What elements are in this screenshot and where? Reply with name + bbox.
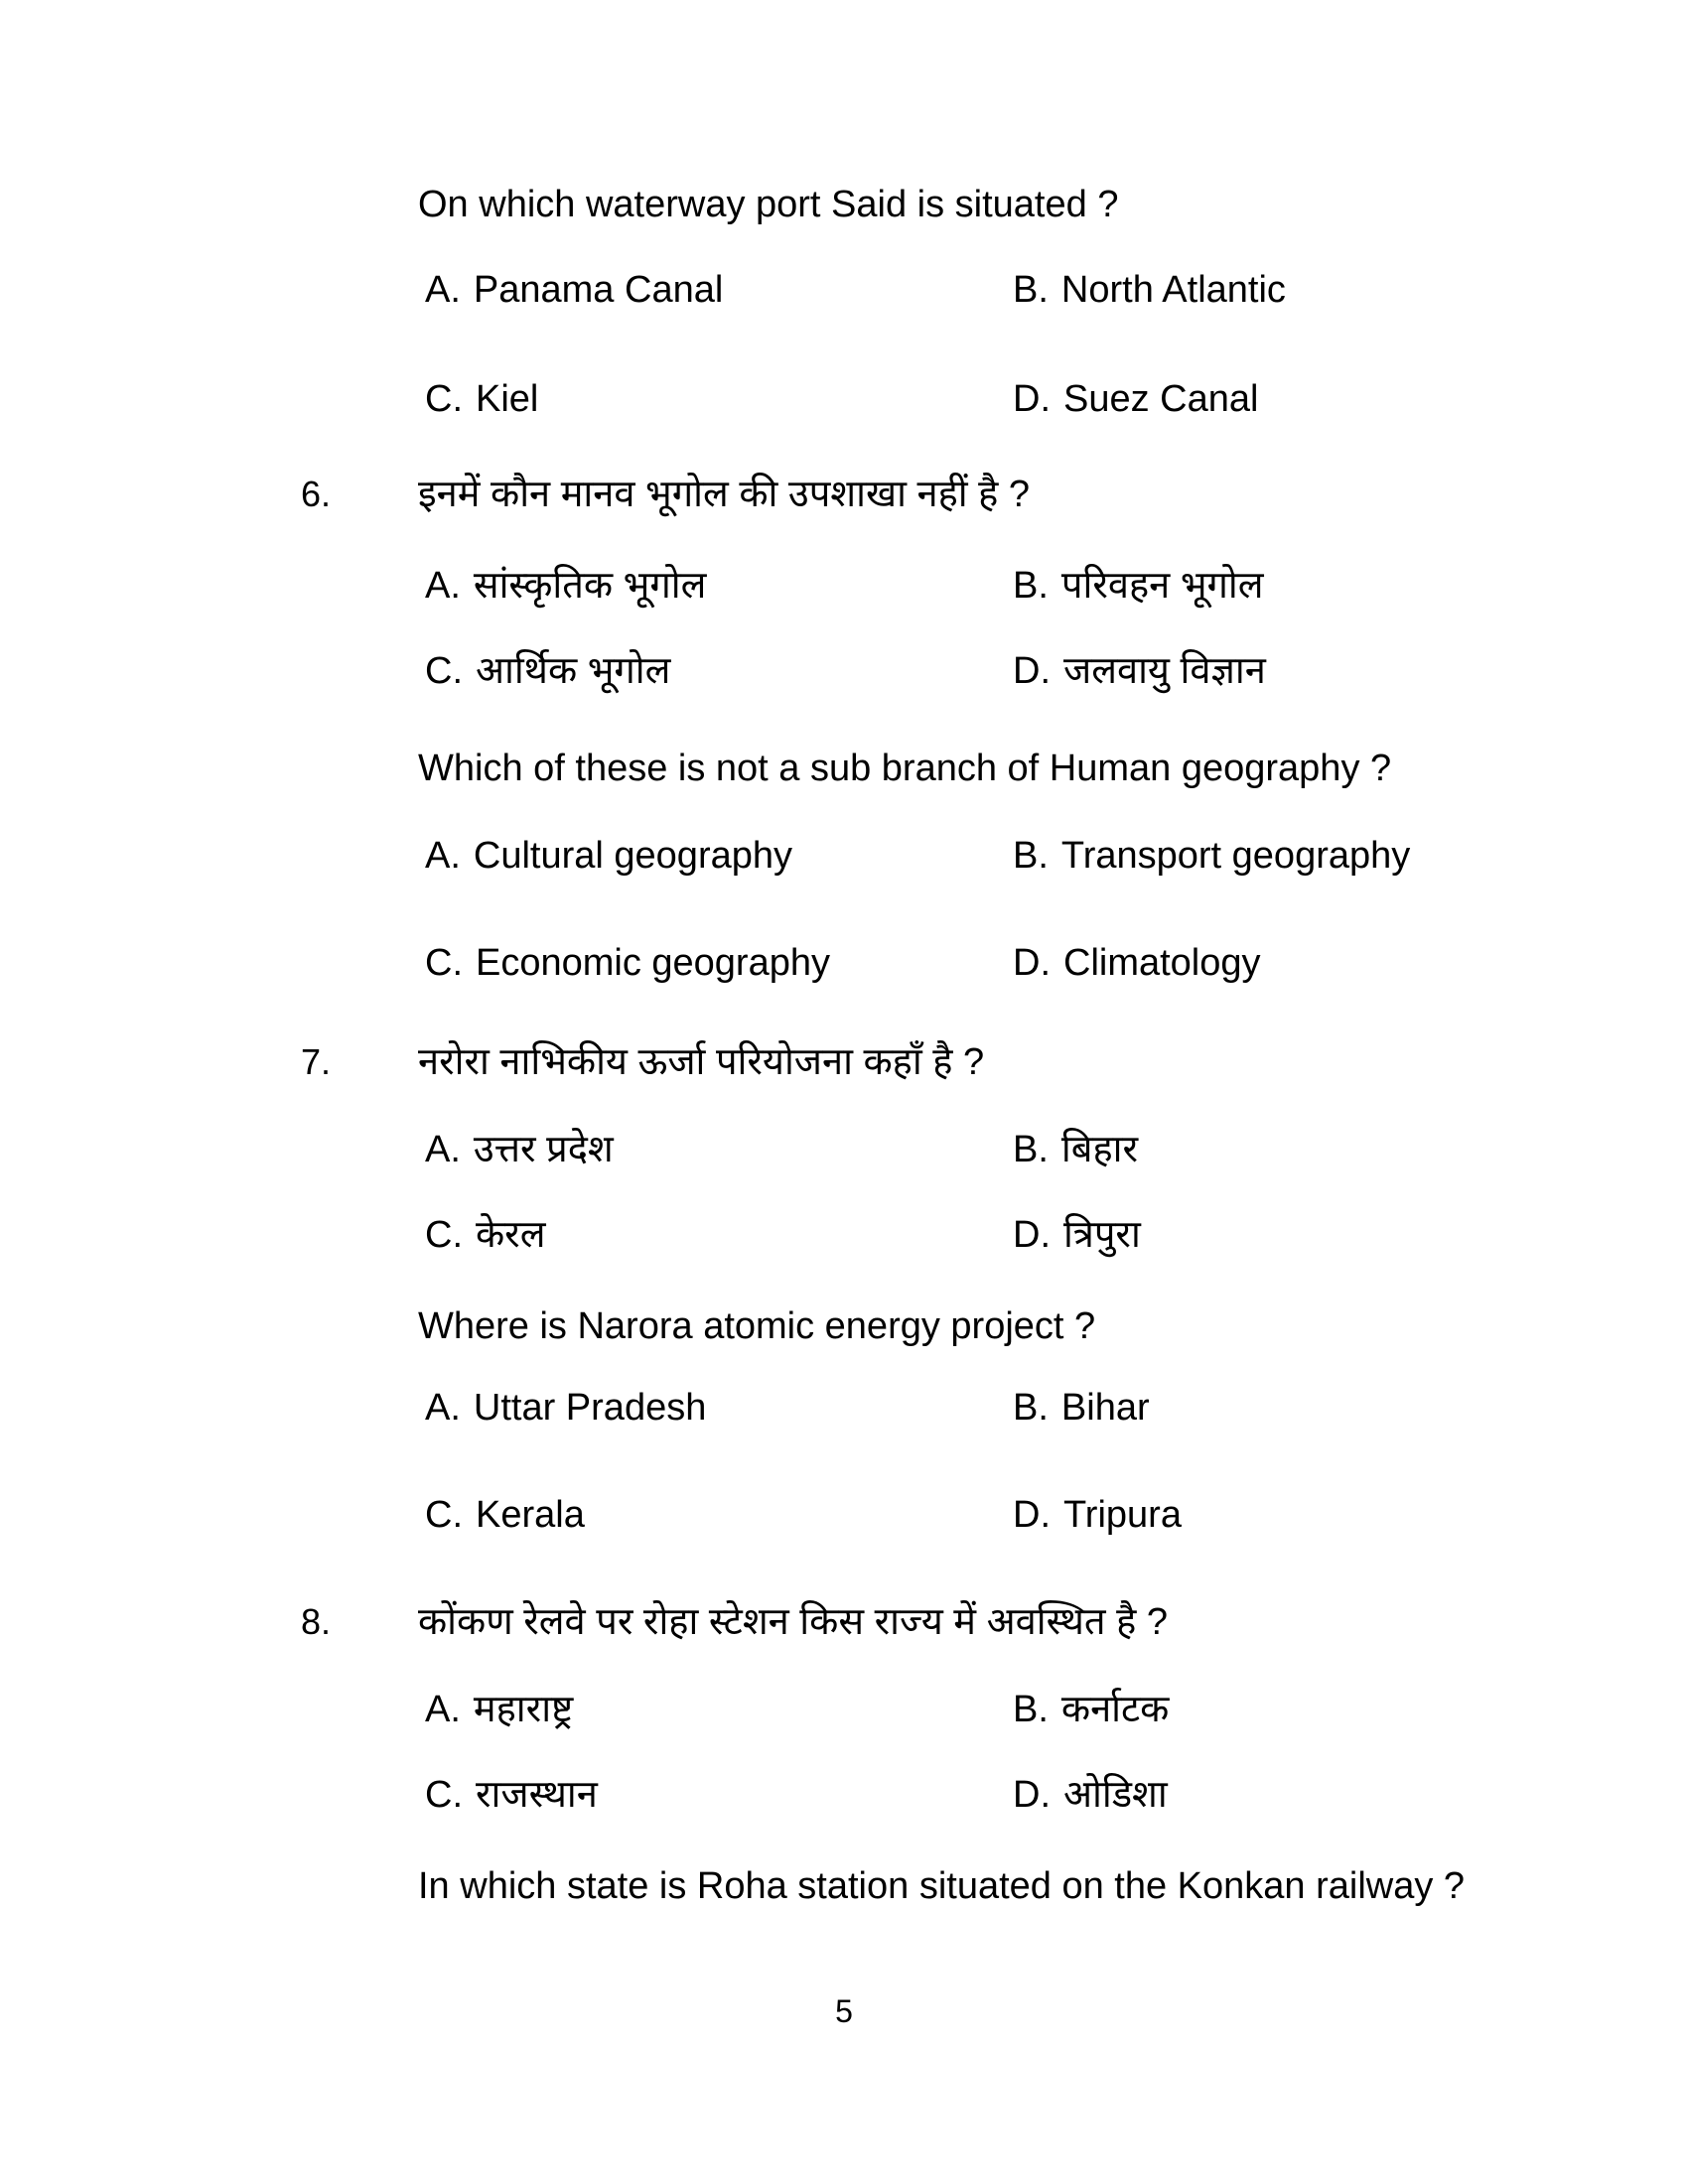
q7-number: 7. <box>301 1041 332 1082</box>
q7-hindi-option-d <box>1013 1214 1141 1258</box>
option-text: राजस्थान <box>476 1774 598 1816</box>
q5-english-option-c <box>425 378 538 422</box>
q6-hindi-option-b <box>1013 565 1264 609</box>
option-label: A. <box>425 565 461 607</box>
option-text: परिवहन भूगोल <box>1060 565 1264 607</box>
q8-number: 8. <box>301 1601 332 1642</box>
option-text: जलवायु विज्ञान <box>1063 650 1266 692</box>
option-label: C. <box>425 378 463 420</box>
q6-english-option-c <box>425 942 830 986</box>
q7-english-option-b <box>1013 1387 1150 1431</box>
option-text: Bihar <box>1060 1387 1150 1429</box>
option-label: B. <box>1013 1689 1049 1730</box>
q8-hindi-option-d <box>1013 1774 1168 1818</box>
option-text: केरल <box>476 1214 546 1256</box>
option-text: कर्नाटक <box>1060 1689 1170 1730</box>
q8-hindi-option-a <box>425 1689 573 1732</box>
page-number: 5 <box>835 1993 853 2029</box>
option-text: आर्थिक भूगोल <box>476 650 671 692</box>
option-text: Economic geography <box>476 942 830 984</box>
q5-english-option-b <box>1013 269 1286 313</box>
option-label: C. <box>425 650 463 692</box>
q8-hindi-option-b <box>1013 1689 1169 1732</box>
option-text: Kerala <box>476 1494 585 1536</box>
option-label: C. <box>425 1774 463 1816</box>
option-label: A. <box>425 835 461 877</box>
option-text: Climatology <box>1063 942 1261 984</box>
q6-english-question: Which of these is not a sub branch of Human geography ? <box>418 748 1392 789</box>
q5-english-question: On which waterway port Said is situated ? <box>418 184 1119 225</box>
q5-english-option-a <box>425 269 723 313</box>
option-label: D. <box>1013 1774 1051 1816</box>
option-label: C. <box>425 1214 463 1256</box>
q6-hindi-option-d <box>1013 650 1266 694</box>
option-text: ओडिशा <box>1063 1774 1168 1816</box>
option-text: उत्तर प्रदेश <box>473 1129 614 1170</box>
option-text: त्रिपुरा <box>1063 1214 1141 1256</box>
q5-english-option-d <box>1013 378 1258 422</box>
q7-english-option-a <box>425 1387 706 1431</box>
option-label: D. <box>1013 942 1051 984</box>
q7-hindi-option-b <box>1013 1129 1138 1172</box>
option-label: D. <box>1013 650 1051 692</box>
option-text: Panama Canal <box>473 269 724 311</box>
option-text: बिहार <box>1060 1129 1139 1170</box>
q6-hindi-option-a <box>425 565 706 609</box>
q6-number: 6. <box>301 474 332 514</box>
option-text: Cultural geography <box>473 835 792 877</box>
q8-hindi-question: कोंकण रेलवे पर रोहा स्टेशन किस राज्य में अवस्थित है ? <box>418 1601 1168 1643</box>
option-text: Kiel <box>476 378 539 420</box>
q7-hindi-option-a <box>425 1129 614 1172</box>
q7-english-option-d <box>1013 1494 1182 1538</box>
q6-hindi-option-c <box>425 650 670 694</box>
q8-hindi-option-c <box>425 1774 598 1818</box>
option-label: A. <box>425 1689 461 1730</box>
q6-english-option-a <box>425 835 792 879</box>
q7-english-question: Where is Narora atomic energy project ? <box>418 1305 1096 1347</box>
q6-english-option-d <box>1013 942 1261 986</box>
q7-english-option-c <box>425 1494 585 1538</box>
q6-hindi-question: इनमें कौन मानव भूगोल की उपशाखा नहीं है ? <box>418 474 1031 515</box>
option-label: A. <box>425 269 461 311</box>
option-text: North Atlantic <box>1060 269 1286 311</box>
option-label: B. <box>1013 565 1049 607</box>
option-text: Suez Canal <box>1063 378 1259 420</box>
option-label: D. <box>1013 1214 1051 1256</box>
q8-english-question: In which state is Roha station situated on the Konkan railway ? <box>418 1865 1466 1907</box>
option-label: C. <box>425 942 463 984</box>
option-text: Uttar Pradesh <box>473 1387 707 1429</box>
option-label: D. <box>1013 1494 1051 1536</box>
option-label: B. <box>1013 1129 1049 1170</box>
q7-hindi-question: नरोरा नाभिकीय ऊर्जा परियोजना कहाँ है ? <box>418 1041 985 1083</box>
option-text: महाराष्ट्र <box>473 1689 574 1730</box>
option-label: B. <box>1013 269 1049 311</box>
q7-hindi-option-c <box>425 1214 546 1258</box>
q6-english-option-b <box>1013 835 1410 879</box>
option-text: Tripura <box>1063 1494 1182 1536</box>
option-text: Transport geography <box>1060 835 1411 877</box>
option-label: D. <box>1013 378 1051 420</box>
option-label: A. <box>425 1387 461 1429</box>
option-label: A. <box>425 1129 461 1170</box>
option-label: C. <box>425 1494 463 1536</box>
option-text: सांस्कृतिक भूगोल <box>473 565 707 607</box>
option-label: B. <box>1013 1387 1049 1429</box>
option-label: B. <box>1013 835 1049 877</box>
